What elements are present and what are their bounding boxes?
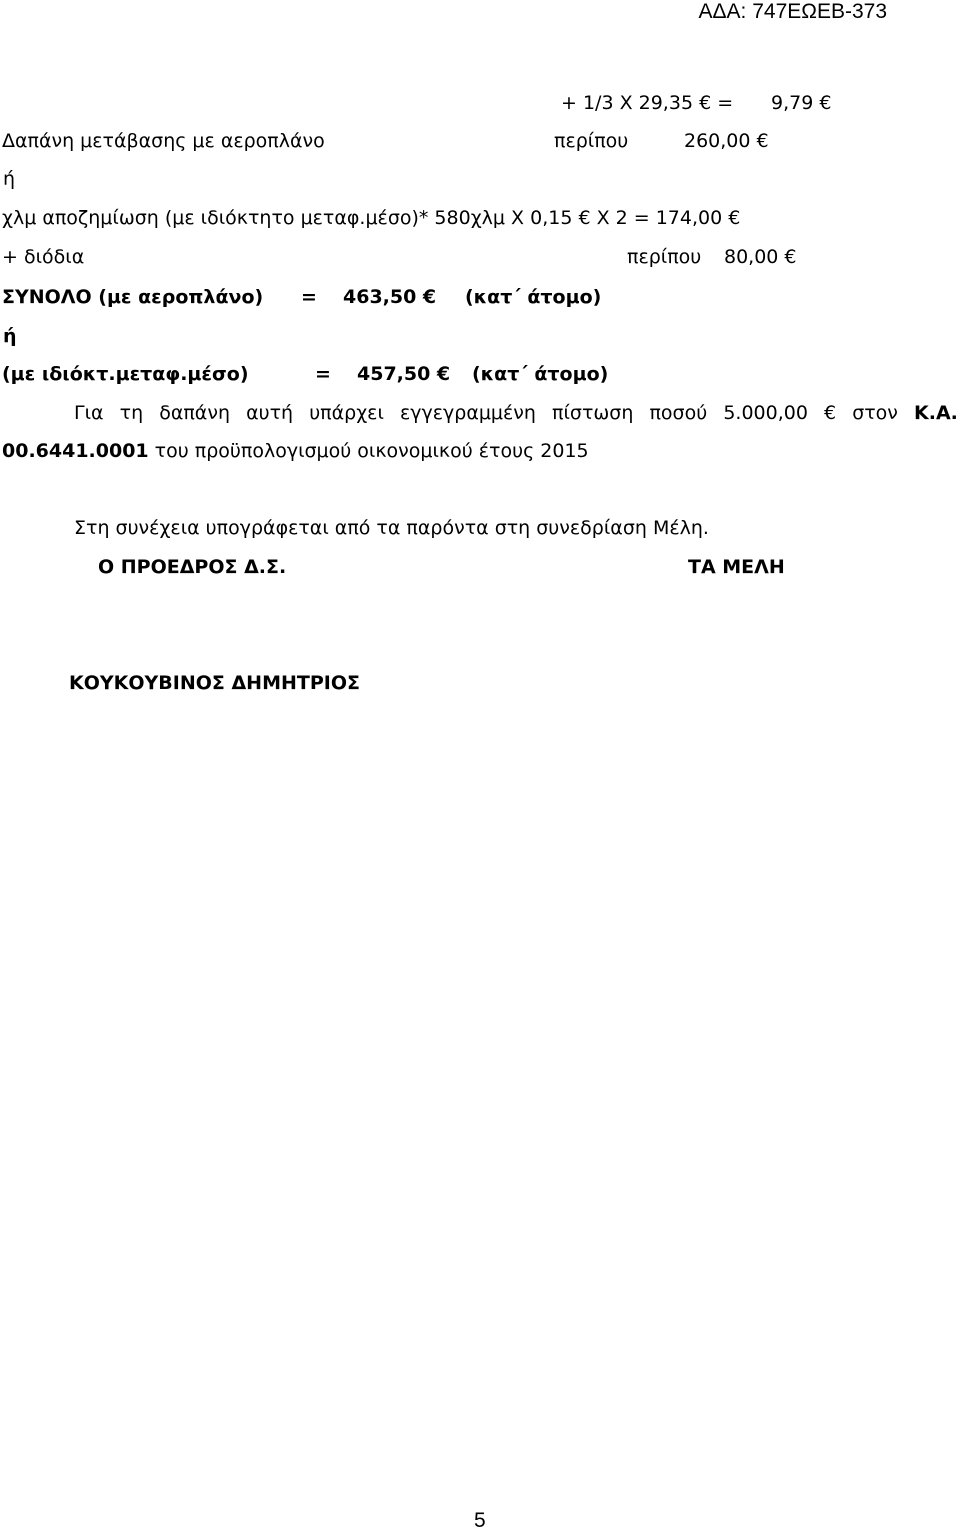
- budget-code: 00.6441.0001: [2, 440, 149, 462]
- total-car-label: (με ιδιόκτ.μεταφ.μέσο): [2, 363, 249, 385]
- tolls-value: 80,00 €: [724, 246, 797, 268]
- airplane-cost-value: 260,00 €: [684, 130, 769, 152]
- credit-paragraph-line1: [74, 401, 958, 425]
- members-title: ΤΑ ΜΕΛΗ: [688, 556, 785, 578]
- budget-code-prefix: Κ.Α.: [914, 402, 958, 424]
- total-airplane-value: 463,50 €: [343, 286, 437, 308]
- credit-word: στον: [852, 402, 898, 424]
- total-airplane-note: (κατ΄ άτομο): [465, 286, 602, 308]
- signature-intro: Στη συνέχεια υπογράφεται από τα παρόντα στη συνεδρίαση Μέλη.: [74, 517, 709, 539]
- credit-word: πίστωση: [552, 402, 634, 424]
- total-airplane-label: ΣΥΝΟΛΟ (με αεροπλάνο): [2, 286, 264, 308]
- km-compensation-line: χλμ αποζημίωση (με ιδιόκτητο μεταφ.μέσο)* 580χλμ Χ 0,15 € Χ 2 = 174,00 €: [2, 207, 741, 229]
- credit-amount: 5.000,00: [723, 402, 808, 424]
- one-third-expression: + 1/3 Χ 29,35 € =: [561, 92, 734, 114]
- page-number: 5: [474, 1509, 486, 1532]
- or-separator: ή: [3, 325, 17, 347]
- credit-word: τη: [119, 402, 144, 424]
- credit-currency: €: [824, 402, 837, 424]
- credit-word: αυτή: [246, 402, 294, 424]
- president-name: ΚΟΥΚΟΥΒΙΝΟΣ ΔΗΜΗΤΡΙΟΣ: [69, 672, 360, 694]
- credit-word: Για: [74, 402, 104, 424]
- credit-paragraph-line2: [2, 439, 589, 463]
- president-title: Ο ΠΡΟΕΔΡΟΣ Δ.Σ.: [98, 556, 287, 578]
- total-car-value: 457,50 €: [357, 363, 451, 385]
- or-separator: ή: [3, 168, 16, 190]
- credit-word: υπάρχει: [309, 402, 384, 424]
- total-car-note: (κατ΄ άτομο): [472, 363, 609, 385]
- tolls-approx: περίπου: [627, 246, 702, 268]
- tolls-label: + διόδια: [2, 246, 85, 268]
- budget-year-text: του προϋπολογισμού οικονομικού έτους 2015: [148, 440, 589, 462]
- ada-code: ΑΔΑ: 747ΕΩΕΒ-373: [698, 0, 887, 23]
- total-car-equals: =: [315, 363, 331, 385]
- credit-word: δαπάνη: [159, 402, 230, 424]
- total-airplane-equals: =: [301, 286, 317, 308]
- credit-word: εγγεγραμμένη: [399, 402, 536, 424]
- airplane-cost-label: Δαπάνη μετάβασης με αεροπλάνο: [2, 130, 325, 152]
- one-third-value: 9,79 €: [771, 92, 832, 114]
- airplane-cost-approx: περίπου: [554, 130, 629, 152]
- credit-word: ποσού: [649, 402, 708, 424]
